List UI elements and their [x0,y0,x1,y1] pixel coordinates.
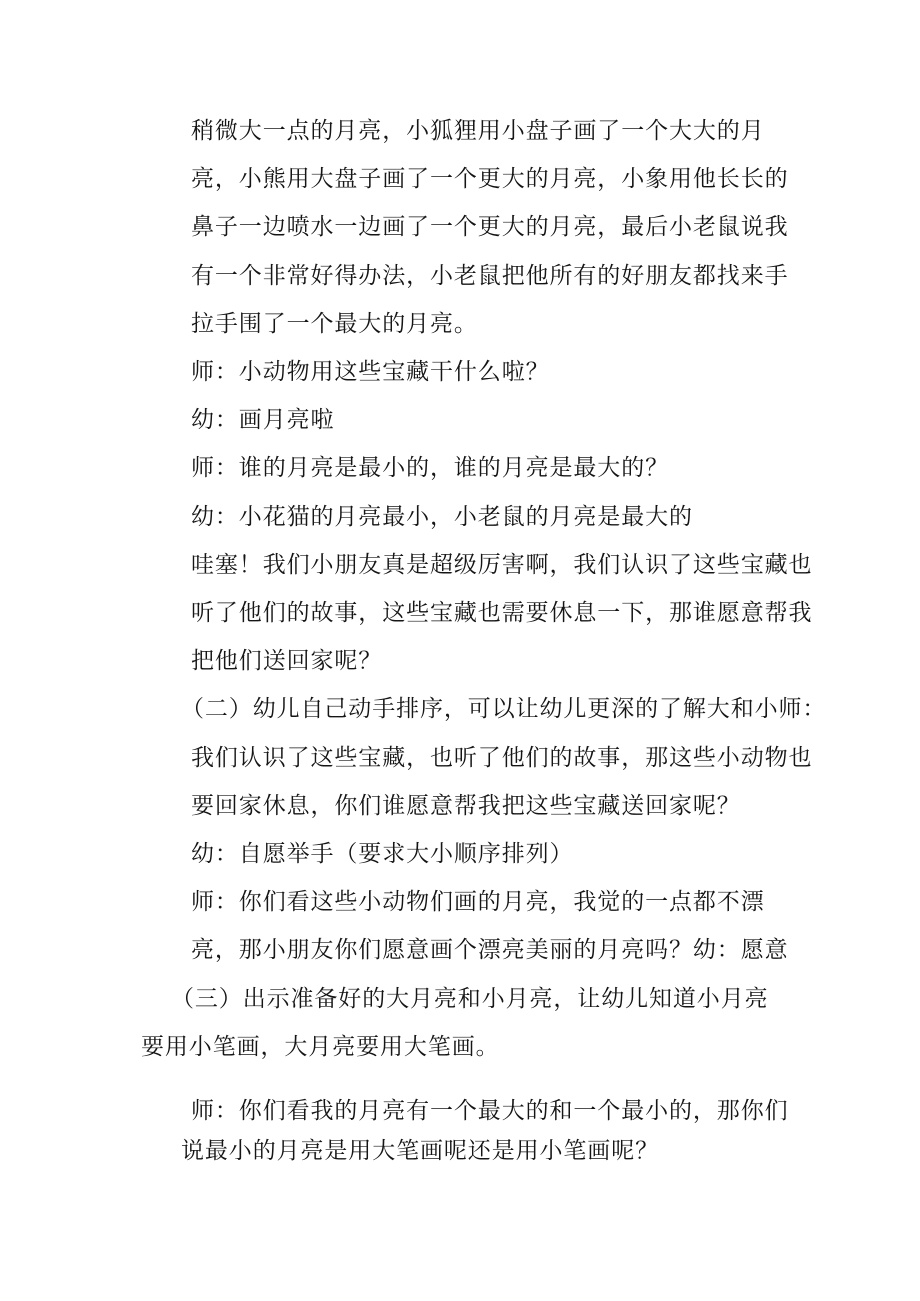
text-line: 听了他们的故事，这些宝藏也需要休息一下，那谁愿意帮我 [191,600,813,626]
text-line: 要用小笔画，大月亮要用大笔画。 [141,1034,500,1060]
text-line: 亮，那小朋友你们愿意画个漂亮美丽的月亮吗？幼：愿意 [191,937,789,963]
text-line: 师：小动物用这些宝藏干什么啦？ [191,359,550,385]
text-line: 哇塞！我们小朋友真是超级厉害啊，我们认识了这些宝藏也 [191,552,813,578]
text-line: 幼：画月亮啦 [191,407,335,433]
text-line: 师：谁的月亮是最小的，谁的月亮是最大的？ [191,455,669,481]
text-line: （三）出示准备好的大月亮和小月亮，让幼儿知道小月亮 [171,986,769,1012]
text-line: 幼：小花猫的月亮最小，小老鼠的月亮是最大的 [191,504,693,530]
text-line: 有一个非常好得办法，小老鼠把他所有的好朋友都找来手 [191,263,789,289]
text-line: 亮，小熊用大盘子画了一个更大的月亮，小象用他长长的 [191,166,789,192]
text-line: 把他们送回家呢？ [191,648,383,674]
text-line: 要回家休息，你们谁愿意帮我把这些宝藏送回家呢？ [191,793,741,819]
text-line: 幼：自愿举手（要求大小顺序排列） [191,841,574,867]
text-line: （二）幼儿自己动手排序，可以让幼儿更深的了解大和小师： [181,696,827,722]
text-line: 稍微大一点的月亮，小狐狸用小盘子画了一个大大的月 [191,118,765,144]
text-line: 说最小的月亮是用大笔画呢还是用小笔画呢？ [181,1138,659,1164]
text-line: 师：你们看这些小动物们画的月亮，我觉的一点都不漂 [191,889,765,915]
text-line: 鼻子一边喷水一边画了一个更大的月亮，最后小老鼠说我 [191,214,789,240]
text-line: 师：你们看我的月亮有一个最大的和一个最小的，那你们 [191,1098,789,1124]
text-line: 拉手围了一个最大的月亮。 [191,311,478,337]
text-line: 我们认识了这些宝藏，也听了他们的故事，那这些小动物也 [191,745,813,771]
